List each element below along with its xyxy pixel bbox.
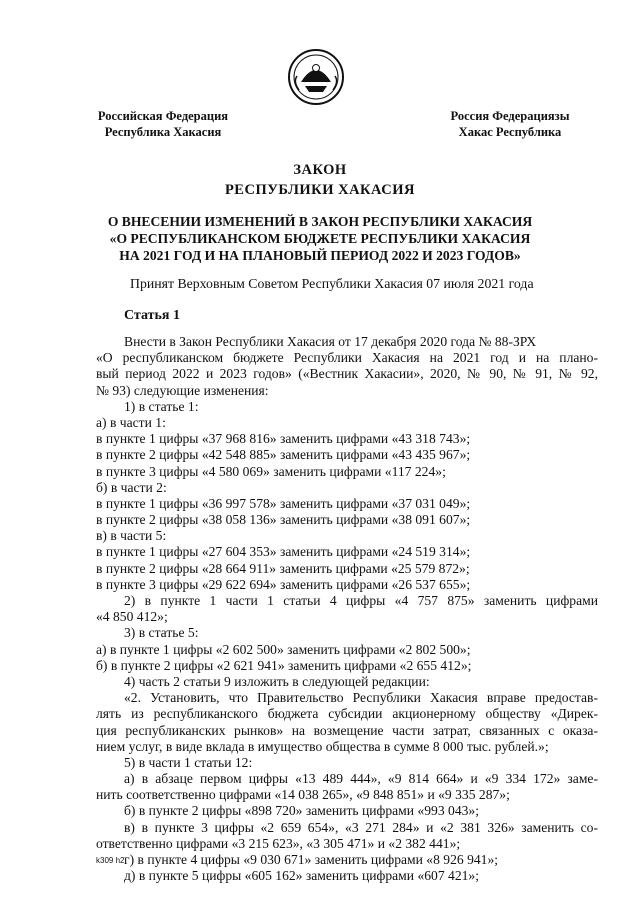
body-line: б) в пункте 2 цифры «898 720» заменить цифрами «993 043»; xyxy=(124,803,479,819)
header-left-line2: Республика Хакасия xyxy=(104,125,222,139)
body-line: г) в пункте 4 цифры «9 030 671» заменить цифрами «8 926 941»; xyxy=(124,852,499,867)
subtitle-line1: О ВНЕСЕНИИ ИЗМЕНЕНИЙ В ЗАКОН РЕСПУБЛИКИ ХАКАСИЯ xyxy=(107,214,533,229)
body-line: 2) в пункте 1 части 1 статьи 4 цифры «4 757 875» заменить цифрами xyxy=(124,593,598,608)
body-line: в пункте 3 цифры «29 622 694» заменить цифрами «26 537 655»; xyxy=(96,576,471,592)
body-line: нием услуг, в виде вклада в имущество общества в сумме 8 000 тыс. рублей.»; xyxy=(96,738,549,754)
body-line: в) в пункте 3 цифры «2 659 654», «3 271 284» и «2 381 326» заменить со- xyxy=(124,819,598,835)
body-line: а) в части 1: xyxy=(96,414,166,430)
body-line: вый период 2022 и 2023 годов» («Вестник Хакасии», 2020, № 90, № 91, № 92, xyxy=(96,366,598,382)
body-line: 3) в статье 5: xyxy=(124,625,199,641)
header-right xyxy=(440,108,580,140)
body-line: «2. Установить, что Правительство Республики Хакасия вправе предостав- xyxy=(124,690,598,706)
article-heading: Статья 1 xyxy=(124,308,180,323)
body-line: в пункте 2 цифры «28 664 911» заменить цифрами «25 579 872»; xyxy=(96,560,470,576)
header-left-line1: Российская Федерация xyxy=(97,109,229,123)
body-line: «4 850 412»; xyxy=(96,609,168,625)
body-line: а) в абзаце первом цифры «13 489 444», «9 814 664» и «9 334 172» заме- xyxy=(124,771,598,787)
body-line: № 93) следующие изменения: xyxy=(96,382,269,398)
body-line: 1) в статье 1: xyxy=(124,398,199,414)
adoption-note: Принят Верховным Советом Республики Хакасия 07 июля 2021 года xyxy=(130,276,534,291)
subtitle-line3: НА 2021 ГОД И НА ПЛАНОВЫЙ ПЕРИОД 2022 И 2023 ГОДОВ» xyxy=(119,248,521,263)
body-line: нить соответственно цифрами «14 038 265», «9 848 851» и «9 335 287»; xyxy=(96,787,510,803)
document-footer-code: k309 h2 xyxy=(96,856,125,865)
body-line: д) в пункте 5 цифры «605 162» заменить цифрами «607 421»; xyxy=(124,868,479,884)
document-type-title: ЗАКОН xyxy=(293,162,347,178)
coat-of-arms-emblem-icon xyxy=(287,48,345,106)
header-right-line2: Хакас Республика xyxy=(458,125,562,139)
body-line: «О республиканском бюджете Республики Хакасия на 2021 год и на плано- xyxy=(96,350,598,366)
body-line: в пункте 2 цифры «38 058 136» заменить цифрами «38 091 607»; xyxy=(96,512,471,528)
header-left xyxy=(88,108,238,140)
subtitle-line2: «О РЕСПУБЛИКАНСКОМ БЮДЖЕТЕ РЕСПУБЛИКИ ХАКАСИЯ xyxy=(109,231,531,246)
body-line: в пункте 1 цифры «36 997 578» заменить цифрами «37 031 049»; xyxy=(96,495,471,511)
body-line: 5) в части 1 статьи 12: xyxy=(124,754,253,770)
document-subtitle xyxy=(60,213,580,264)
body-line: в пункте 1 цифры «27 604 353» заменить цифрами «24 519 314»; xyxy=(96,544,471,560)
header-right-line1: Россия Федерациязы xyxy=(450,109,570,123)
body-line: в пункте 1 цифры «37 968 816» заменить цифрами «43 318 743»; xyxy=(96,431,471,447)
document-body xyxy=(96,334,598,884)
body-line: б) в пункте 2 цифры «2 621 941» заменить цифрами «2 655 412»; xyxy=(96,657,472,673)
body-line: ответственно цифрами «3 215 623», «3 305 471» и «2 382 441»; xyxy=(96,835,461,851)
body-line: в пункте 3 цифры «4 580 069» заменить цифрами «117 224»; xyxy=(96,463,446,479)
body-line: ция республиканских рынков» на возмещение части затрат, связанных с оказа- xyxy=(96,722,598,738)
body-line: б) в части 2: xyxy=(96,479,167,495)
body-line: в пункте 2 цифры «42 548 885» заменить цифрами «43 435 967»; xyxy=(96,447,471,463)
body-line: Внести в Закон Республики Хакасия от 17 декабря 2020 года № 88-ЗРХ xyxy=(124,334,537,349)
body-line: 4) часть 2 статьи 9 изложить в следующей редакции: xyxy=(124,673,430,689)
document-issuer-title: РЕСПУБЛИКИ ХАКАСИЯ xyxy=(224,182,416,198)
body-line: а) в пункте 1 цифры «2 602 500» заменить цифрами «2 802 500»; xyxy=(96,641,471,657)
body-line: в) в части 5: xyxy=(96,528,167,544)
body-line: лять из республиканского бюджета субсидии акционерному обществу «Дирек- xyxy=(96,706,598,722)
